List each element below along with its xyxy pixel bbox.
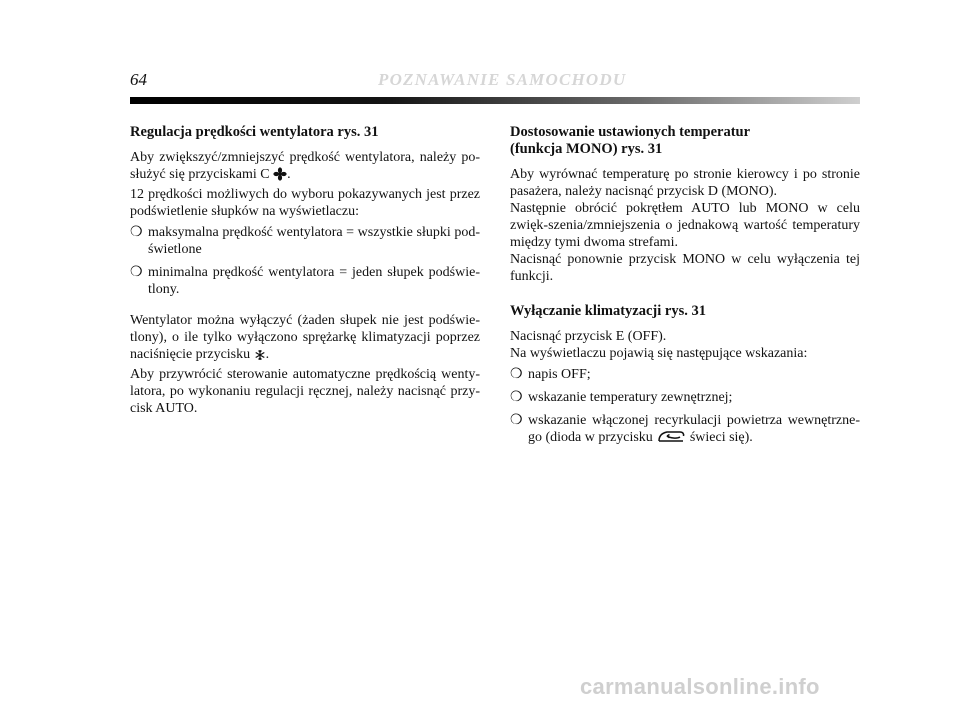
snowflake-icon bbox=[254, 349, 266, 366]
section-title: POZNAWANIE SAMOCHODU bbox=[378, 70, 627, 89]
list-item: ❍ maksymalna prędkość wentylatora = wszystkie słupki pod-świetlone bbox=[130, 225, 480, 257]
fan-speed-paragraph-2: 12 prędkości możliwych do wyboru pokazywanych jest przez podświetlenie słupków na wyświetlaczu: bbox=[130, 187, 480, 219]
header-rule bbox=[130, 97, 860, 104]
fan-icon bbox=[273, 167, 287, 186]
mono-paragraph-3: Nacisnąć ponownie przycisk MONO w celu wyłączenia tej funkcji. bbox=[510, 252, 860, 284]
bullet-icon: ❍ bbox=[510, 413, 523, 428]
fan-speed-list bbox=[130, 224, 480, 298]
ac-off-paragraph-1: Nacisnąć przycisk E (OFF). bbox=[510, 329, 667, 344]
list-item: ❍ wskazanie temperatury zewnętrznej; bbox=[510, 390, 733, 405]
mono-paragraph-1: Aby wyrównać temperaturę po stronie kierowcy i po stronie pasażera, należy nacisnąć przycisk D (MONO). bbox=[510, 167, 860, 199]
fan-auto-paragraph: Aby przywrócić sterowanie automatyczne prędkością wenty-latora, po wykonaniu regulacji ręcznej, należy nacisnąć przy-cisk AUTO. bbox=[130, 367, 480, 416]
list-item: ❍ wskazanie włączonej recyrkulacji powietrza wewnętrzne-go (dioda w przycisku świeci się). bbox=[510, 412, 860, 449]
bullet-icon: ❍ bbox=[510, 390, 523, 405]
fan-speed-paragraph-1: Aby zwiększyć/zmniejszyć prędkość wentylatora, należy po-służyć się przyciskami C . bbox=[130, 149, 480, 186]
watermark: carmanualsonline.info bbox=[580, 674, 820, 699]
bullet-icon: ❍ bbox=[510, 367, 523, 382]
fan-speed-heading: Regulacja prędkości wentylatora rys. 31 bbox=[130, 124, 379, 140]
display-indications-list bbox=[510, 366, 860, 449]
mono-paragraph-2: Następnie obrócić pokrętłem AUTO lub MONO w celu zwięk-szenia/zmniejszenia o jednakową wartość temperatury między tymi dwoma strefami. bbox=[510, 201, 860, 250]
list-item: ❍ napis OFF; bbox=[510, 367, 591, 382]
ac-off-heading: Wyłączanie klimatyzacji rys. 31 bbox=[510, 303, 706, 319]
list-item: ❍ minimalna prędkość wentylatora = jeden słupek podświe-tlony. bbox=[130, 265, 480, 297]
ac-off-paragraph-2: Na wyświetlaczu pojawią się następujące wskazania: bbox=[510, 346, 808, 361]
bullet-icon: ❍ bbox=[130, 225, 143, 240]
mono-heading: Dostosowanie ustawionych temperatur (funkcja MONO) rys. 31 bbox=[510, 124, 751, 157]
recirculation-icon bbox=[656, 429, 686, 449]
left-column bbox=[130, 124, 480, 417]
fan-off-paragraph: Wentylator można wyłączyć (żaden słupek nie jest podświe-tlony), o ile tylko wyłączono sprężarkę klimatyzacji poprzez naciśnięcie przycisku . bbox=[130, 312, 480, 366]
right-column bbox=[510, 124, 860, 455]
bullet-icon: ❍ bbox=[130, 265, 143, 280]
page-number: 64 bbox=[130, 70, 147, 89]
